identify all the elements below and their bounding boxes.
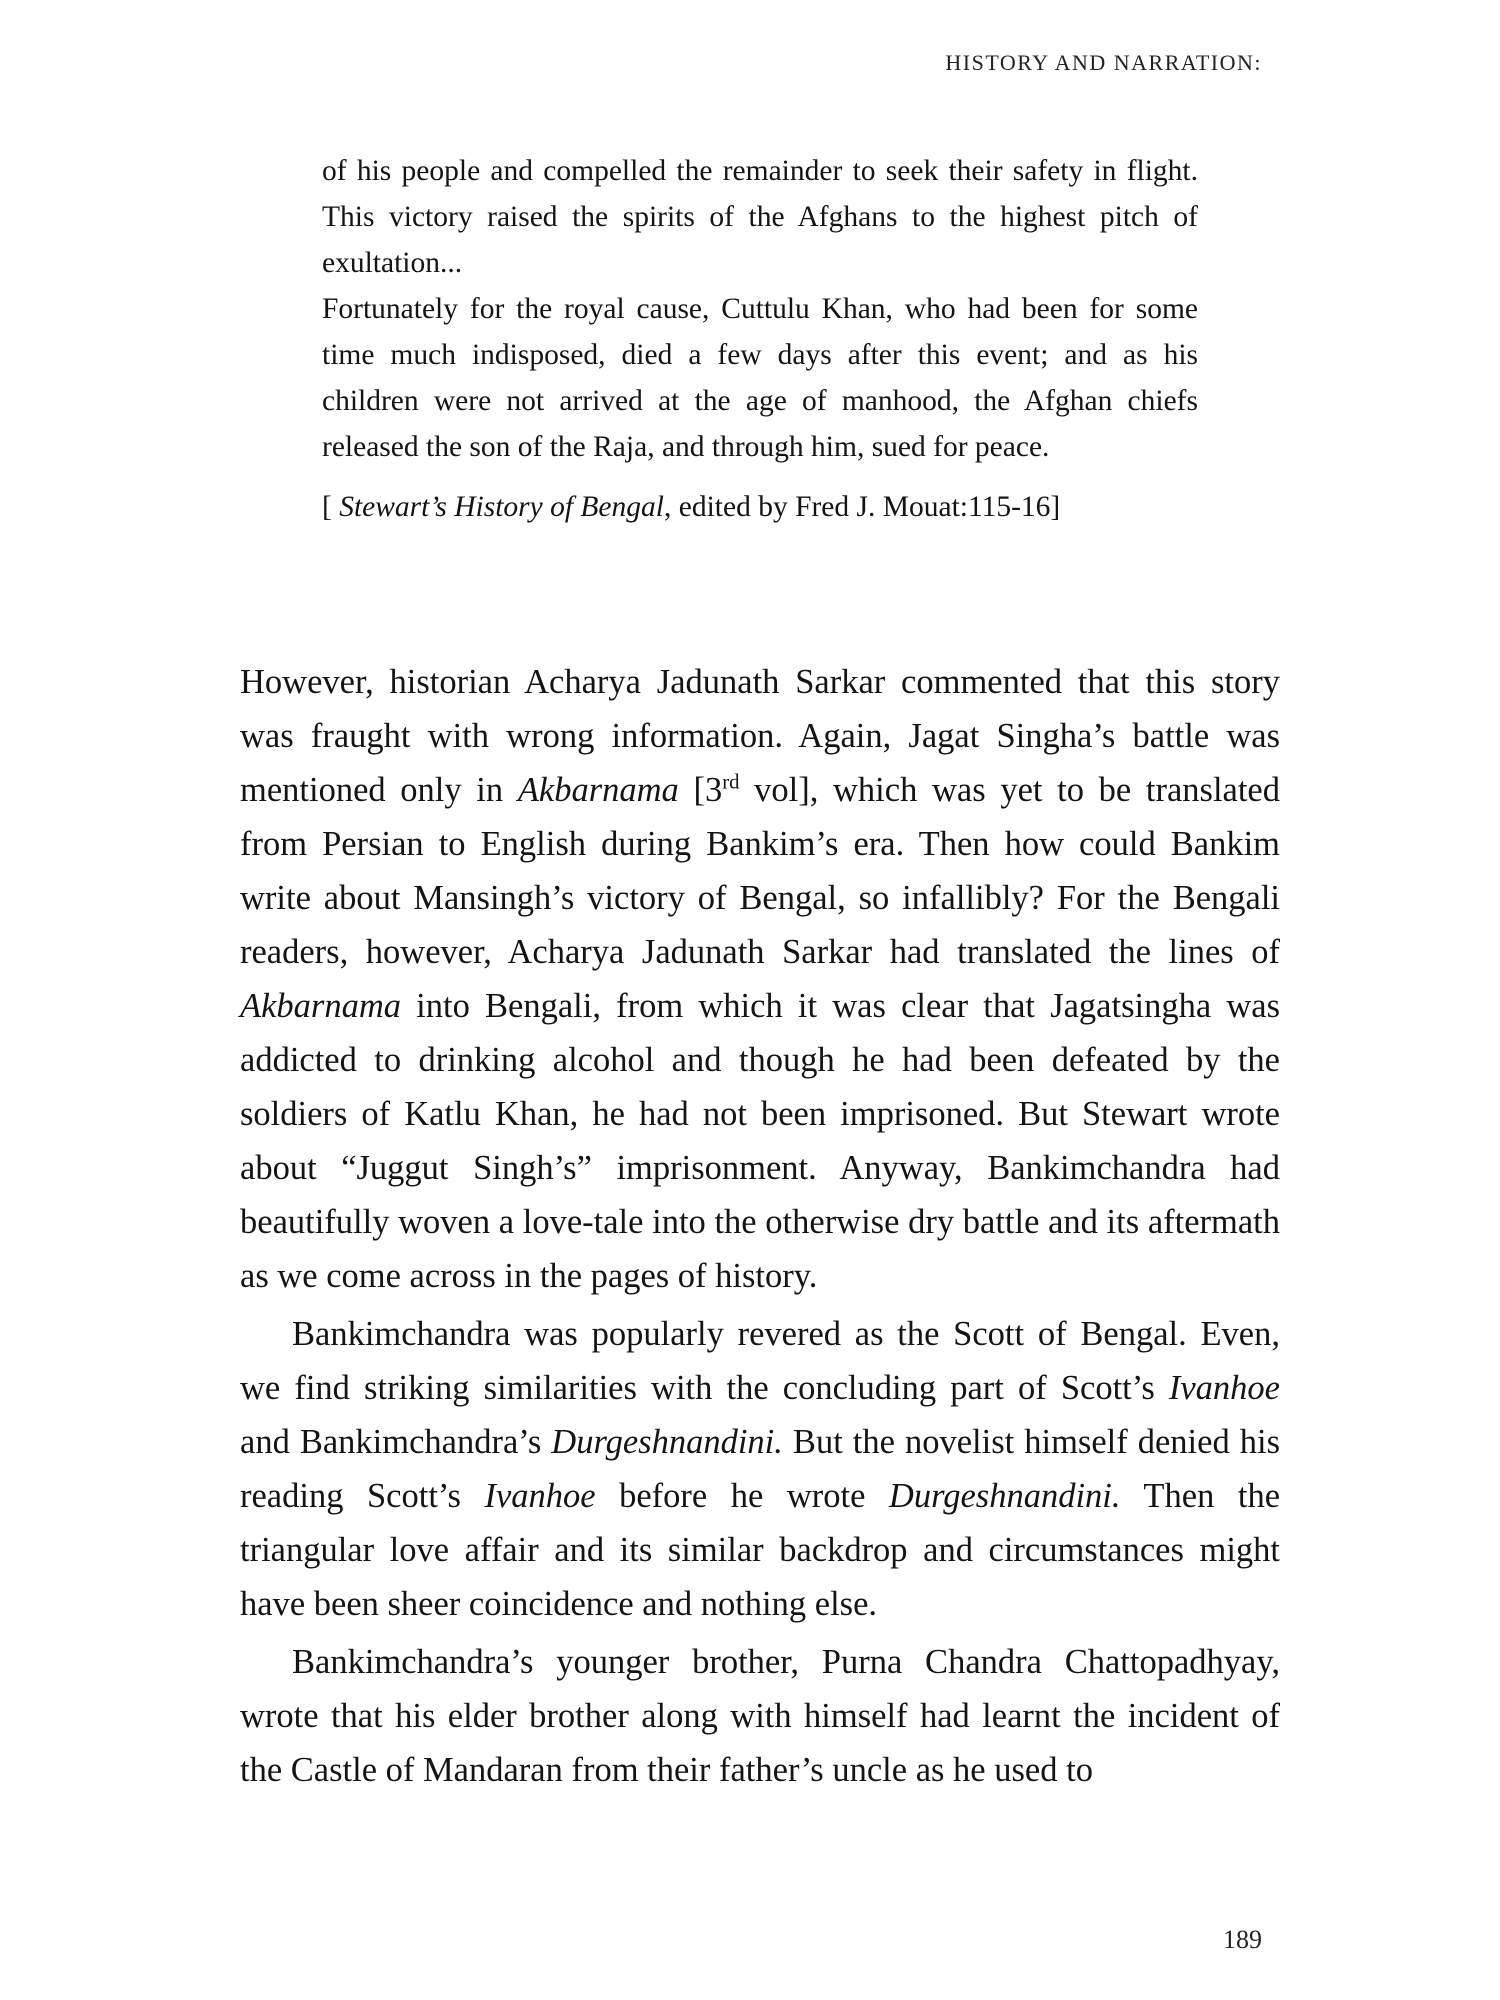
text-run: However, historian Acharya Jadunath Sarkar commented that this story was fraught with wrong information. Again, Jagat Singha’s battle was mentioned only in: [240, 663, 1280, 809]
book-title: Akbarnama: [240, 987, 401, 1025]
text-run: But the novelist himself denied his reading Scott’s: [240, 1423, 1280, 1515]
superscript: rd: [722, 771, 740, 794]
text-run: Bankimchandra was popularly revered as the Scott of Bengal. Even, we find striking similarities with the concluding part of Scott’s: [240, 1315, 1280, 1407]
body-paragraph-3: Bankimchandra’s younger brother, Purna Chandra Chattopadhyay, wrote that his elder brother along with himself had learnt the incident of the Castle of Mandaran from their father’s uncle as he used to: [240, 1643, 1280, 1789]
book-title: Ivanhoe: [1168, 1369, 1280, 1407]
body-paragraph-2: [240, 1307, 1280, 1631]
text-run: before he wrote: [595, 1477, 889, 1515]
quote-paragraph: Fortunately for the royal cause, Cuttulu Khan, who had been for some time much indisposed, died a few days after this event; and as his children were not arrived at the age of manhood, the Afghan chiefs released the son of the Raja, and through him, sued for peace.: [322, 293, 1198, 463]
body-paragraph-1: [240, 655, 1280, 1303]
citation-title: Stewart’s History of Bengal: [339, 491, 664, 523]
quote-citation: [322, 484, 1198, 530]
running-header: HISTORY AND NARRATION:: [945, 50, 1262, 75]
quote-paragraph: of his people and compelled the remainder to seek their safety in flight. This victory raised the spirits of the Afghans to the highest pitch of exultation...: [322, 155, 1198, 279]
book-title: Ivanhoe: [484, 1477, 596, 1515]
text-run: [3: [678, 771, 723, 809]
text-run: Then the triangular love affair and its similar backdrop and circumstances might have been sheer coincidence and nothing else.: [240, 1477, 1281, 1623]
text-run: and Bankimchandra’s: [240, 1423, 552, 1461]
book-title: Durgeshnandini.: [551, 1423, 783, 1461]
text-run: vol], which was yet to be translated from Persian to English during Bankim’s era. Then how could Bankim write about Mansingh’s victory of Bengal, so infallibly? For the Bengali readers, however, Acharya Jadunath Sarkar had translated the lines of: [240, 771, 1280, 971]
book-title: Durgeshnandini.: [888, 1477, 1121, 1515]
citation-rest: , edited by Fred J. Mouat:115-16]: [663, 491, 1061, 523]
main-text: [240, 655, 1280, 1797]
page-number: 189: [1223, 1925, 1262, 1954]
book-title: Akbarnama: [517, 771, 679, 809]
block-quote: [322, 148, 1198, 530]
text-run: into Bengali, from which it was clear that Jagatsingha was addicted to drinking alcohol and though he had been defeated by the soldiers of Katlu Khan, he had not been imprisoned. But Stewart wrote about “Juggut Singh’s” imprisonment. Anyway, Bankimchandra had beautifully woven a love-tale into the otherwise dry battle and its aftermath as we come across in the pages of history.: [240, 987, 1280, 1295]
citation-open: [: [322, 491, 340, 523]
